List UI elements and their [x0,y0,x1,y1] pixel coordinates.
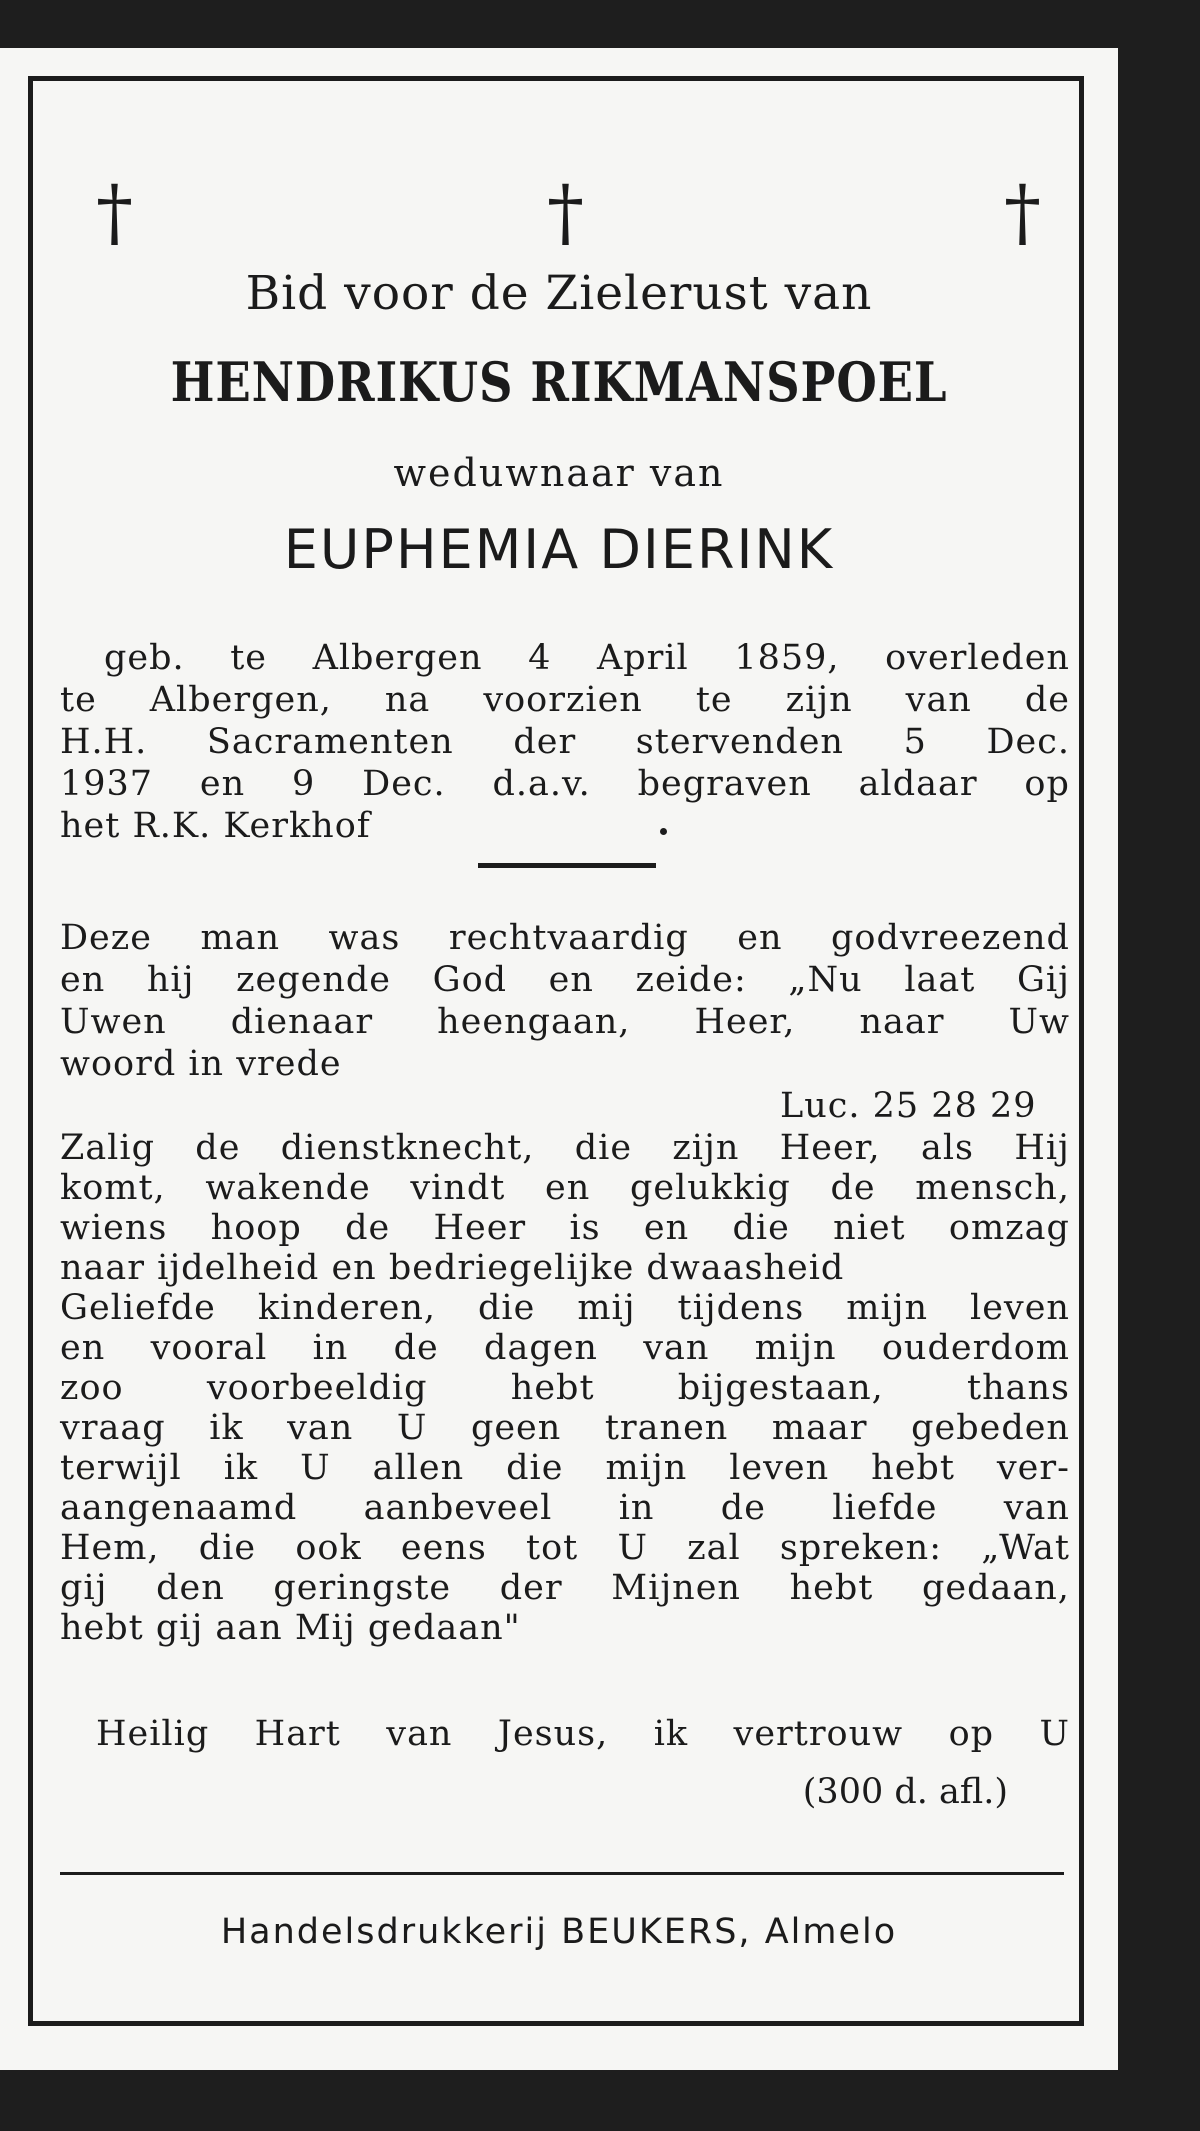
text-line [60,1168,1070,1208]
word: in [312,1328,349,1368]
word: Heer [433,1208,527,1248]
word: die [574,1128,633,1168]
text-line [60,918,1070,958]
word: en [737,918,783,958]
word: hoop [210,1208,302,1248]
word: leven [970,1288,1070,1328]
word: Hem, [60,1528,160,1568]
memorial-card [0,48,1118,2070]
word: van [643,1328,710,1368]
word: die [732,1208,790,1248]
word: de [195,1128,241,1168]
word: rechtvaardig [448,918,689,958]
word: mijn [846,1288,929,1328]
word: ik [209,1408,244,1448]
word: aanbeveel [363,1488,553,1528]
word: den [156,1568,225,1608]
word: vertrouw [733,1714,904,1754]
word: op [948,1714,995,1754]
word: geb. [104,638,185,678]
word: gij [60,1568,108,1608]
text-line [60,1448,1070,1488]
word: geringste [273,1568,452,1608]
word: ik [223,1448,259,1488]
scripture-reference: Luc. 25 28 29 [780,1086,1037,1126]
word: niet [833,1208,906,1248]
card-title: Bid voor de Zielerust van [245,266,873,321]
word: mijn [754,1328,837,1368]
word: ouderdom [881,1328,1070,1368]
word: spreken: [779,1528,942,1568]
word: en [643,1208,690,1248]
word: Dec. [986,722,1070,762]
word: komt, [60,1168,166,1208]
word: 1859, [734,638,840,678]
word: op [1024,764,1070,804]
printer-imprint: Handelsdrukkerij BEUKERS, Almelo [220,1912,898,1952]
word: April [596,638,689,678]
word: der [513,722,577,762]
word: naar [859,1002,945,1042]
word: ver- [996,1448,1070,1488]
bottom-rule [60,1872,1064,1875]
word: allen [372,1448,465,1488]
word: in [618,1488,655,1528]
word: ik [653,1714,689,1754]
word: dienstknecht, [280,1128,535,1168]
word: van [287,1408,354,1448]
word: als [920,1128,975,1168]
text-line [60,1288,1070,1328]
spouse-label: weduwnaar van [393,451,725,495]
section-divider [478,863,656,868]
deceased-name: HENDRIKUS RIKMANSPOEL [170,350,948,414]
ornament-dot [660,828,667,835]
word: van [905,680,972,720]
word: en [199,764,246,804]
word: d.a.v. [492,764,591,804]
word: zijn [672,1128,740,1168]
text-line [60,764,1070,804]
word: Sacramenten [206,722,454,762]
word: terwijl [60,1448,182,1488]
word: mij [577,1288,636,1328]
word: zegende [236,960,392,1000]
text-line [60,1488,1070,1528]
word: tijdens [677,1288,805,1328]
word: wakende [205,1168,371,1208]
word: de [720,1488,766,1528]
word: de [345,1208,391,1248]
word: Heer, [694,1002,796,1042]
text-line: naar ijdelheid en bedriegelijke dwaasheid [60,1248,845,1288]
word: hebt [510,1368,595,1408]
text-line [60,1368,1070,1408]
text-line [60,1528,1070,1568]
text-line [60,1208,1070,1248]
word: van [1003,1488,1070,1528]
word: 4 [528,638,552,678]
word: dagen [484,1328,598,1368]
word: Mijnen [611,1568,741,1608]
word: Zalig [60,1128,155,1168]
word: zijn [785,680,853,720]
word: die [506,1448,564,1488]
word: zoo [60,1368,124,1408]
word: U [396,1408,428,1448]
word: hij [146,960,195,1000]
word: zal [687,1528,741,1568]
text-line: het R.K. Kerkhof [60,806,371,846]
word: voorzien [483,680,643,720]
word: hebt [871,1448,955,1488]
word: mensch, [915,1168,1070,1208]
word: 5 [903,722,927,762]
word: de [830,1168,876,1208]
word: eens [400,1528,487,1568]
word: ook [295,1528,362,1568]
word: te [695,680,733,720]
word: Albergen [312,638,483,678]
word: man [200,918,281,958]
text-line [60,1408,1070,1448]
word: geen [470,1408,562,1448]
word: U [617,1528,648,1568]
word: thans [967,1368,1070,1408]
word: wiens [60,1208,168,1248]
word: vooral [150,1328,268,1368]
text-line [60,722,1070,762]
text-line [60,1328,1070,1368]
word: 1937 [60,764,154,804]
text-line [104,638,1070,678]
word: laat [904,960,976,1000]
word: en [60,1328,106,1368]
text-line [60,1002,1070,1042]
word: die [198,1528,257,1568]
word: Heer, [779,1128,881,1168]
word: te [60,680,97,720]
word: Deze [60,918,152,958]
cross-icon: † [547,170,584,256]
word: van [386,1714,453,1754]
word: stervenden [635,722,844,762]
indulgence-note: (300 d. afl.) [802,1772,1008,1812]
text-line [60,680,1070,720]
word: H.H. [60,722,148,762]
word: liefde [832,1488,938,1528]
word: zeide: [635,960,747,1000]
word: te [230,638,267,678]
word: Jesus, [497,1714,609,1754]
word: bijgestaan, [677,1368,884,1408]
word: godvreezend [831,918,1070,958]
word: was [328,918,401,958]
word: omzag [948,1208,1070,1248]
word: Hart [254,1714,341,1754]
scan-background-top [0,0,1200,48]
word: Heilig [96,1714,210,1754]
word: Geliefde [60,1288,216,1328]
word: de [1024,680,1070,720]
scan-background-bottom [0,2070,1200,2131]
text-line: woord in vrede [60,1044,342,1084]
word: die [478,1288,536,1328]
word: Uw [1008,1002,1070,1042]
word: maar [771,1408,868,1448]
word: gedaan, [921,1568,1070,1608]
word: aldaar [858,764,978,804]
word: U [300,1448,331,1488]
word: tranen [604,1408,729,1448]
word: God [432,960,508,1000]
word: hebt [789,1568,874,1608]
word: U [1039,1714,1070,1754]
text-line: hebt gij aan Mij gedaan" [60,1608,521,1648]
word: Gij [1016,960,1070,1000]
word: de [393,1328,439,1368]
word: gebeden [911,1408,1070,1448]
scan-background-right [1118,0,1200,2131]
word: kinderen, [257,1288,437,1328]
word: overleden [885,638,1070,678]
word: aangenaamd [60,1488,298,1528]
word: voorbeeldig [206,1368,428,1408]
word: dienaar [230,1002,374,1042]
word: gelukkig [629,1168,791,1208]
word: en [545,1168,591,1208]
text-line [60,1568,1070,1608]
spouse-name: EUPHEMIA DIERINK [283,518,835,581]
word: Albergen, [149,680,332,720]
word: vraag [60,1408,166,1448]
word: Dec. [362,764,446,804]
word: leven [729,1448,830,1488]
word: en [60,960,106,1000]
text-line [60,1128,1070,1168]
word: der [499,1568,563,1608]
word: en [548,960,594,1000]
word: Hij [1014,1128,1070,1168]
word: heengaan, [437,1002,631,1042]
word: na [384,680,431,720]
word: begraven [637,764,812,804]
word: Uwen [60,1002,167,1042]
word: is [569,1208,601,1248]
cross-icon: † [96,170,133,256]
word: vindt [410,1168,506,1208]
closing-prayer [96,1714,1070,1754]
text-line [60,960,1070,1000]
word: mijn [605,1448,688,1488]
word: 9 [292,764,316,804]
word: „Nu [788,960,863,1000]
word: tot [526,1528,579,1568]
word: „Wat [981,1528,1070,1568]
cross-icon: † [1004,170,1041,256]
